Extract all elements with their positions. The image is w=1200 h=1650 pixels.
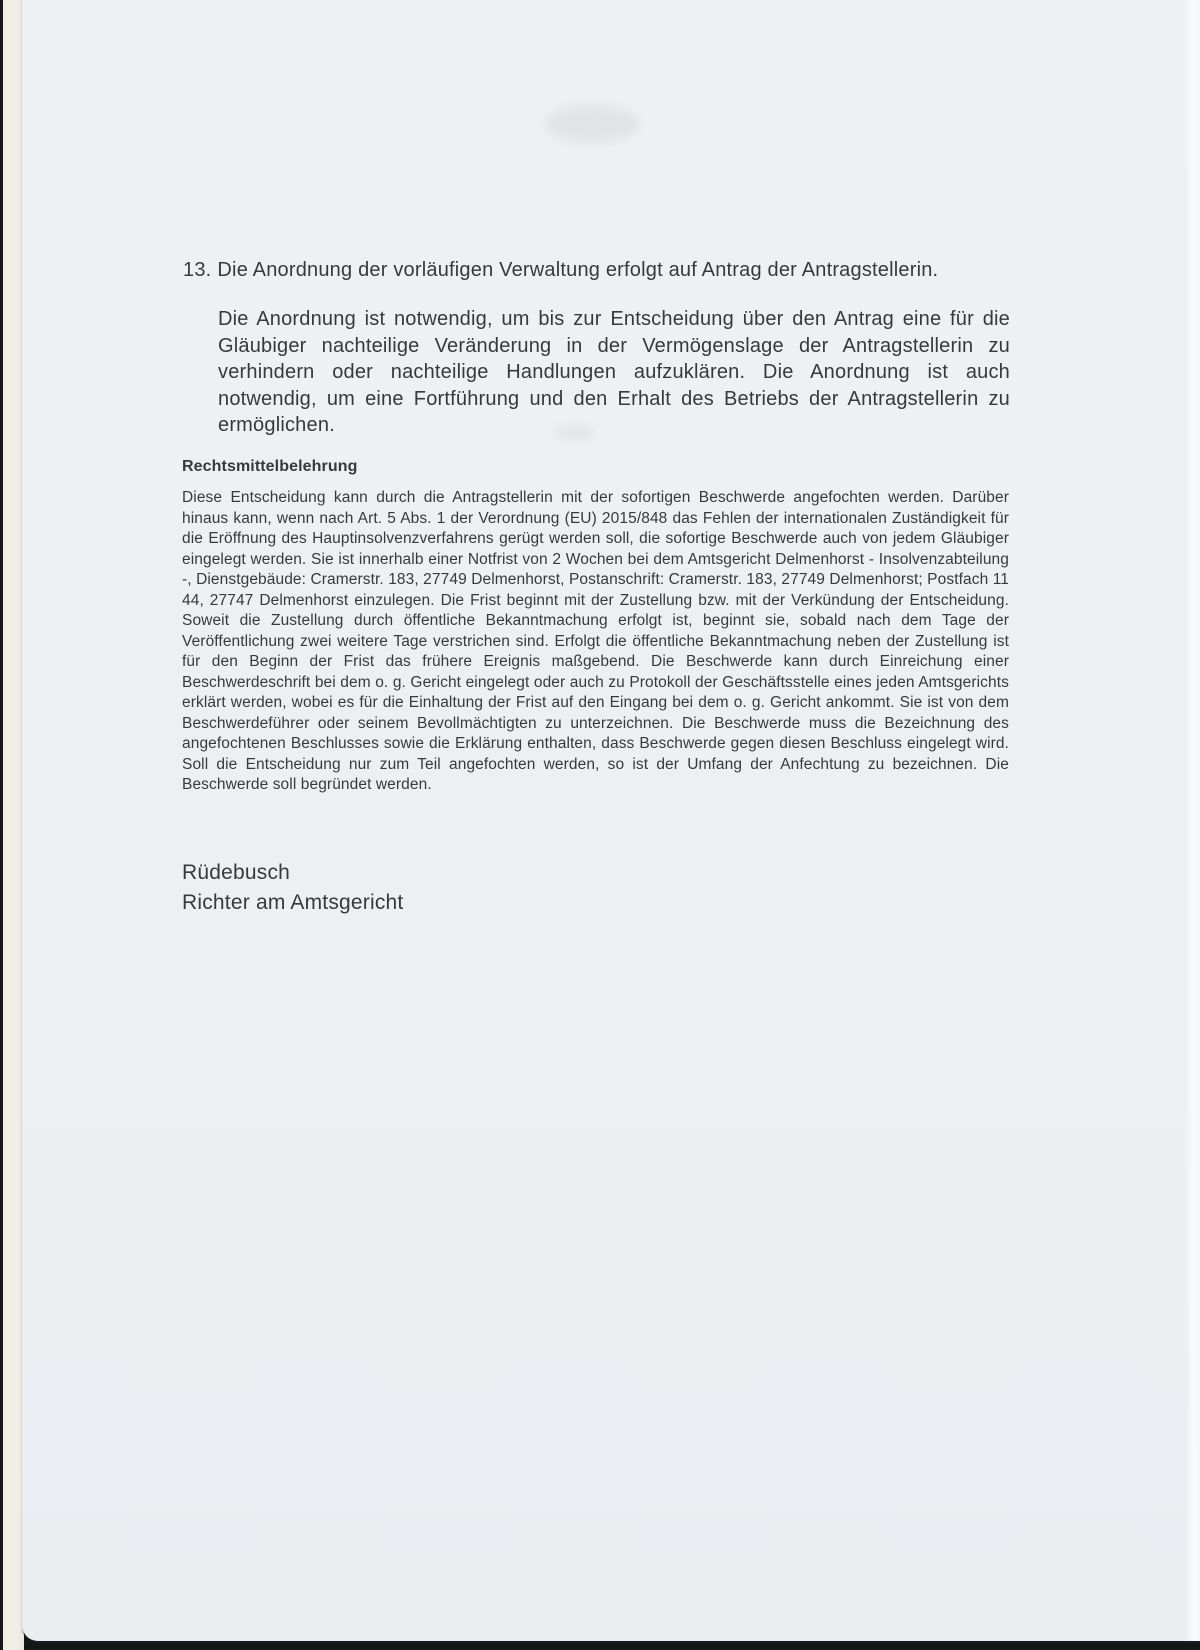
signature-name: Rüdebusch	[182, 861, 291, 884]
item-number: 13.	[183, 259, 212, 281]
signature-block	[182, 858, 403, 918]
appeal-instructions-body: Diese Entscheidung kann durch die Antragstellerin mit der sofortigen Beschwerde angefochten werden. Darüber hinaus kann, wenn nach Art. 5 Abs. 1 der Verordnung (EU) 2015/848 das Fehlen der internationalen Zuständigkeit für die Eröffnung des Hauptinsolvenzverfahrens gerügt werden soll, die sofortige Beschwerde auch von jedem Gläubiger eingelegt werden. Sie ist innerhalb einer Notfrist von 2 Wochen bei dem Amtsgericht Delmenhorst - Insolvenzabteilung -, Dienstgebäude: Cramerstr. 183, 27749 Delmenhorst, Postanschrift: Cramerstr. 183, 27749 Delmenhorst; Postfach 11 44, 27747 Delmenhorst einzulegen. Die Frist beginnt mit der Zustellung bzw. mit der Verkündung der Entscheidung. Soweit die Zustellung durch öffentliche Bekanntmachung erfolgt ist, beginnt sie, sobald nach dem Tage der Veröffentlichung zwei weitere Tage verstrichen sind. Erfolgt die öffentliche Bekanntmachung neben der Zustellung ist für den Beginn der Frist das frühere Ereignis maßgebend. Die Beschwerde kann durch Einreichung einer Beschwerdeschrift bei dem o. g. Gericht eingelegt oder auch zu Protokoll der Geschäftsstelle eines jeden Amtsgerichts erklärt werden, wobei es für die Einhaltung der Frist auf den Eingang bei dem o. g. Gericht ankommt. Sie ist von dem Beschwerdeführer oder seinem Bevollmächtigten zu unterzeichnen. Die Beschwerde muss die Bezeichnung des angefochtenen Beschlusses sowie die Erklärung enthalten, dass Beschwerde gegen diesen Beschluss eingelegt wird. Soll die Entscheidung nur zum Teil angefochten werden, so ist der Umfang der Anfechtung zu bezeichnen. Die Beschwerde soll begründet werden.	[182, 489, 1009, 793]
order-justification-paragraph: Die Anordnung ist notwendig, um bis zur Entscheidung über den Antrag eine für die Gläubiger nachteilige Veränderung in der Vermögenslage der Antragstellerin zu verhindern oder nachteilige Handlungen aufzuklären. Die Anordnung ist auch notwendig, um eine Fortführung und den Erhalt des Betriebs der Antragstellerin zu ermöglichen.	[218, 308, 1010, 436]
signature-title: Richter am Amtsgericht	[182, 891, 404, 914]
item-text: Die Anordnung der vorläufigen Verwaltung erfolgt auf Antrag der Antragstellerin.	[217, 259, 939, 281]
appeal-instructions-heading: Rechtsmittelbelehrung	[182, 458, 358, 475]
numbered-item-13	[183, 256, 1013, 284]
